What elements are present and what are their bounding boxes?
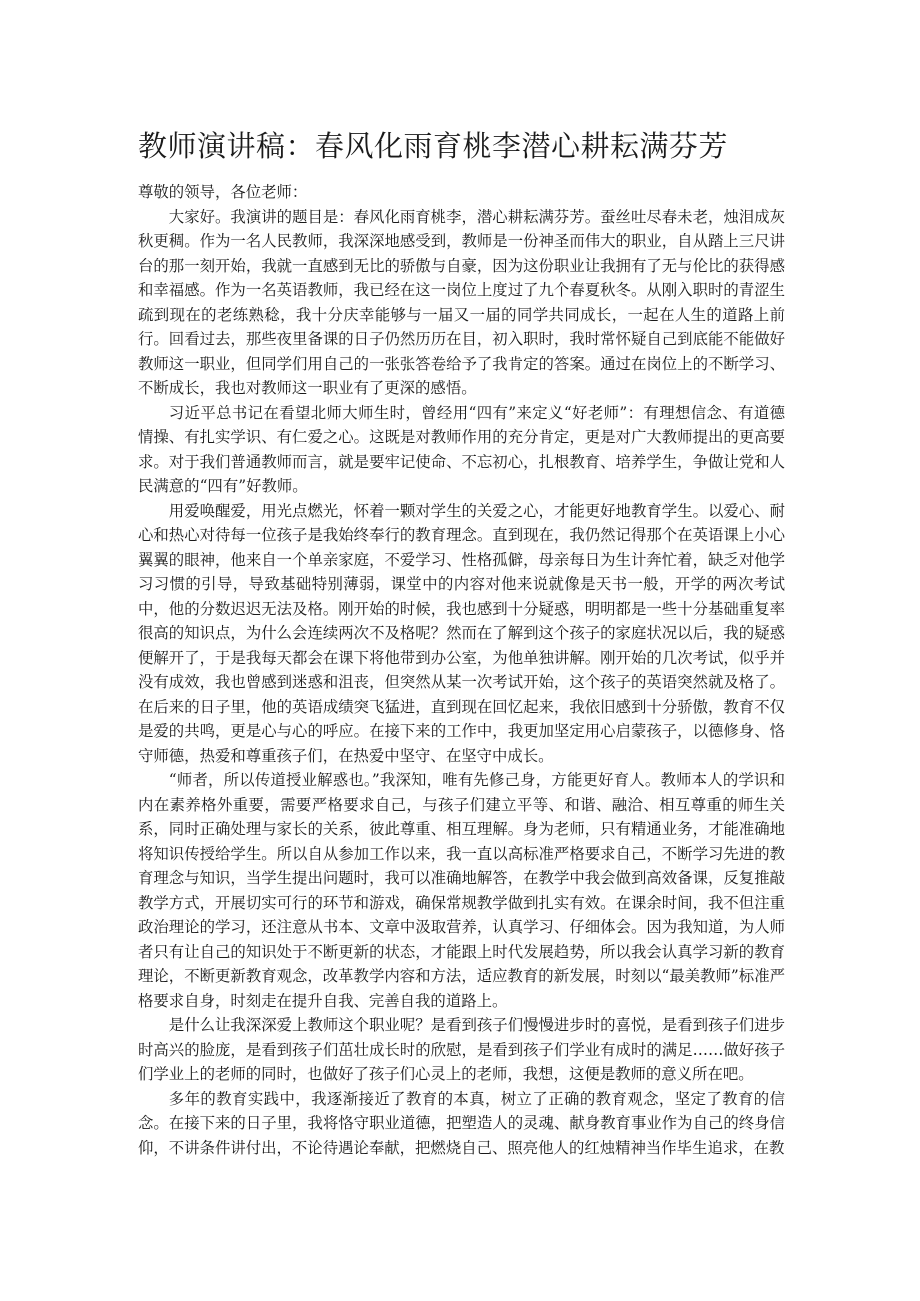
paragraph-5: 是什么让我深深爱上教师这个职业呢？是看到孩子们慢慢进步时的喜悦，是看到孩子们进步时高兴的脸庞，是看到孩子们茁壮成长时的欣慰，是看到孩子们学业有成时的满足……做好孩子们学业上的老师的同时，也做好了孩子们心灵上的老师，我想，这便是教师的意义所在吧。 (138, 1016, 785, 1083)
document-title: 教师演讲稿：春风化雨育桃李潜心耕耘满芬芳 (138, 129, 729, 163)
document-body (138, 180, 785, 1160)
paragraph-3: 用爱唤醒爱，用光点燃光，怀着一颗对学生的关爱之心，才能更好地教育学生。以爱心、耐心和热心对待每一位孩子是我始终奉行的教育理念。直到现在，我仍然记得那个在英语课上小心翼翼的眼神，他来自一个单亲家庭，不爱学习、性格孤僻，母亲每日为生计奔忙着，缺乏对他学习习惯的引导，导致基础特别薄弱，课堂中的内容对他来说就像是天书一般，开学的两次考试中，他的分数迟迟无法及格。刚开始的时候，我也感到十分疑惑，明明都是一些十分基础重复率很高的知识点，为什么会连续两次不及格呢？然而在了解到这个孩子的家庭状况以后，我的疑惑便解开了，于是我每天都会在课下将他带到办公室，为他单独讲解。刚开始的几次考试，似乎并没有成效，我也曾感到迷惑和沮丧，但突然从某一次考试开始，这个孩子的英语突然就及格了。在后来的日子里，他的英语成绩突飞猛进，直到现在回忆起来，我依旧感到十分骄傲，教育不仅是爱的共鸣，更是心与心的呼应。在接下来的工作中，我更加坚定用心启蒙孩子，以德修身、恪守师德，热爱和尊重孩子们，在热爱中坚守、在坚守中成长。 (138, 501, 785, 765)
paragraph-6: 多年的教育实践中，我逐渐接近了教育的本真，树立了正确的教育观念，坚定了教育的信念。在接下来的日子里，我将恪守职业道德，把塑造人的灵魂、献身教育事业作为自己的终身信仰，不讲条件讲付出，不论待遇论奉献，把燃烧自己、照亮他人的红烛精神当作毕生追求，在教 (138, 1089, 785, 1157)
paragraph-4: “师者，所以传道授业解惑也。”我深知，唯有先修己身，方能更好育人。教师本人的学识和内在素养格外重要，需要严格要求自己，与孩子们建立平等、和谐、融洽、相互尊重的师生关系，同时正确处理与家长的关系，彼此尊重、相互理解。身为老师，只有精通业务，才能准确地将知识传授给学生。所以自从参加工作以来，我一直以高标准严格要求自己，不断学习先进的教育理念与知识，当学生提出问题时，我可以准确地解答，在教学中我会做到高效备课，反复推敲教学方式，开展切实可行的环节和游戏，确保常规教学做到扎实有效。在课余时间，我不但注重政治理论的学习，还注意从书本、文章中汲取营养，认真学习、仔细体会。因为我知道，为人师者只有让自己的知识处于不断更新的状态，才能跟上时代发展趋势，所以我会认真学习新的教育理论，不断更新教育观念，改革教学内容和方法，适应教育的新发展，时刻以“最美教师”标准严格要求自身，时刻走在提升自我、完善自我的道路上。 (138, 771, 785, 1010)
paragraph-2: 习近平总书记在看望北师大师生时，曾经用“四有”来定义“好老师”：有理想信念、有道德情操、有扎实学识、有仁爱之心。这既是对教师作用的充分肯定，更是对广大教师提出的更高要求。对于我们普通教师而言，就是要牢记使命、不忘初心，扎根教育、培养学生，争做让党和人民满意的“四有”好教师。 (138, 403, 785, 495)
paragraph-1: 大家好。我演讲的题目是：春风化雨育桃李，潜心耕耘满芬芳。蚕丝吐尽春未老，烛泪成灰秋更稠。作为一名人民教师，我深深地感受到，教师是一份神圣而伟大的职业，自从踏上三尺讲台的那一刻开始，我就一直感到无比的骄傲与自豪，因为这份职业让我拥有了无与伦比的获得感和幸福感。作为一名英语教师，我已经在这一岗位上度过了九个春夏秋冬。从刚入职时的青涩生疏到现在的老练熟稔，我十分庆幸能够与一届又一届的同学共同成长，一起在人生的道路上前行。回看过去，那些夜里备课的日子仍然历历在目，初入职时，我时常怀疑自己到底能不能做好教师这一职业，但同学们用自己的一张张答卷给予了我肯定的答案。通过在岗位上的不断学习、不断成长，我也对教师这一职业有了更深的感悟。 (138, 207, 785, 397)
greeting: 尊敬的领导，各位老师： (138, 183, 308, 201)
